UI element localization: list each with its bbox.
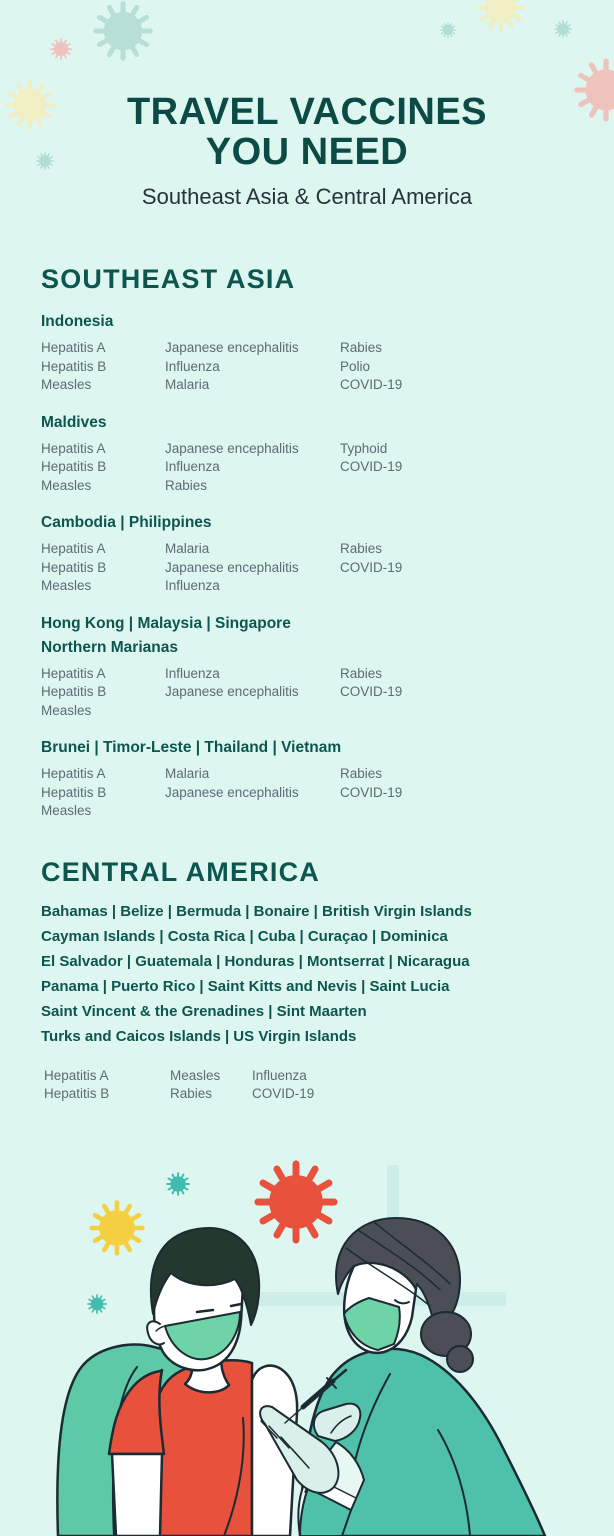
vaccine-item: Polio	[340, 358, 371, 374]
country-group	[41, 899, 584, 1104]
vaccine-item: Measles	[41, 377, 92, 392]
vaccine-columns	[41, 665, 584, 721]
vaccination-illustration	[0, 1116, 614, 1536]
vaccine-column	[165, 540, 340, 596]
vaccine-item: Hepatitis A	[41, 766, 106, 781]
vaccine-item: Hepatitis A	[41, 340, 106, 355]
vaccine-column	[340, 540, 402, 596]
country-line: Bahamas | Belize | Bermuda | Bonaire | British Virgin Islands	[41, 902, 472, 920]
vaccine-item: Japanese encephalitis	[165, 559, 299, 575]
country-line: Brunei | Timor-Leste | Thailand | Vietnam	[41, 739, 342, 756]
vaccine-item: Influenza	[165, 665, 220, 681]
vaccine-item: Japanese encephalitis	[165, 340, 299, 355]
virus-icon-red	[258, 1164, 334, 1240]
vaccine-item: Hepatitis A	[41, 665, 106, 681]
vaccine-item: Japanese encephalitis	[165, 784, 299, 800]
vaccine-item: COVID-19	[340, 459, 403, 474]
group-countries	[41, 899, 584, 1049]
vaccine-item: Typhoid	[340, 440, 388, 456]
vaccine-item: Malaria	[165, 377, 210, 392]
vaccine-item: Hepatitis B	[41, 784, 107, 800]
vaccine-item: Measles	[41, 477, 92, 493]
group-countries	[41, 411, 584, 435]
vaccine-item: Influenza	[252, 1067, 307, 1083]
virus-icon-teal-small	[167, 1173, 189, 1195]
nurse-bun-lower	[447, 1346, 473, 1372]
vaccine-item: Hepatitis A	[44, 1067, 109, 1083]
vaccine-columns	[41, 440, 584, 496]
vaccine-column	[252, 1067, 378, 1104]
vaccine-column	[44, 1067, 170, 1104]
country-line: Panama | Puerto Rico | Saint Kitts and Nevis | Saint Lucia	[41, 977, 450, 995]
vaccine-item: Rabies	[340, 541, 383, 556]
vaccine-item: Hepatitis B	[41, 459, 107, 474]
vaccine-item: Measles	[41, 578, 92, 593]
vaccine-item: Rabies	[340, 665, 383, 681]
vaccine-column	[340, 665, 402, 721]
vaccine-column	[340, 440, 402, 496]
vaccine-item: Hepatitis B	[41, 684, 107, 699]
vaccine-column	[165, 665, 340, 721]
title-line-2: YOU NEED	[205, 131, 409, 173]
country-line: Hong Kong | Malaysia | Singapore	[41, 614, 291, 632]
section-southeast-asia	[41, 264, 584, 821]
vaccine-item: Rabies	[165, 477, 208, 493]
vaccine-column	[340, 765, 402, 821]
vaccine-columns	[41, 339, 584, 395]
vaccine-item: Influenza	[165, 459, 220, 474]
country-group	[41, 612, 584, 721]
vaccine-columns	[41, 765, 584, 821]
vaccine-column	[41, 540, 165, 596]
page-subtitle: Southeast Asia & Central America	[141, 184, 473, 209]
vaccine-item: Hepatitis B	[41, 559, 107, 575]
vaccine-item: Japanese encephalitis	[165, 440, 299, 456]
vaccine-column	[41, 440, 165, 496]
vaccine-item: COVID-19	[340, 377, 403, 392]
vaccine-item: Japanese encephalitis	[165, 684, 299, 699]
vaccine-item: Measles	[41, 803, 92, 818]
vaccine-columns	[41, 540, 584, 596]
country-line: Northern Marianas	[41, 638, 178, 656]
vaccine-column	[170, 1067, 252, 1104]
group-countries	[41, 612, 584, 660]
vaccine-item: COVID-19	[340, 684, 403, 699]
nurse-mask	[344, 1298, 400, 1350]
section-central-america	[41, 857, 584, 1104]
vaccine-item: Hepatitis B	[44, 1086, 110, 1101]
virus-icon-yellow	[92, 1203, 143, 1254]
vaccine-item: Rabies	[340, 766, 383, 781]
country-group	[41, 736, 584, 821]
vaccine-item: Measles	[170, 1067, 221, 1083]
country-line: Turks and Caicos Islands | US Virgin Islands	[41, 1027, 357, 1045]
vaccine-item: COVID-19	[340, 784, 403, 800]
poster-header	[0, 0, 614, 210]
country-group	[41, 511, 584, 596]
vaccine-item: COVID-19	[252, 1086, 315, 1101]
section-heading: SOUTHEAST ASIA	[41, 264, 296, 294]
section-heading: CENTRAL AMERICA	[41, 856, 320, 887]
country-line: Saint Vincent & the Grenadines | Sint Maarten	[41, 1002, 367, 1020]
vaccine-item: Influenza	[165, 358, 220, 374]
vaccine-item: Measles	[41, 702, 92, 718]
vaccine-column	[165, 440, 340, 496]
vaccine-column	[165, 765, 340, 821]
group-countries	[41, 511, 584, 535]
title-line-1: TRAVEL VACCINES	[126, 91, 488, 133]
vaccine-item: Hepatitis A	[41, 440, 106, 456]
vaccine-item: Hepatitis B	[41, 358, 107, 374]
vaccine-item: Rabies	[170, 1086, 213, 1101]
group-countries	[41, 310, 584, 334]
vaccine-item: Malaria	[165, 766, 210, 781]
country-line: Cambodia | Philippines	[41, 514, 212, 531]
country-group	[41, 411, 584, 496]
vaccine-lists	[0, 264, 614, 1104]
country-group	[41, 310, 584, 395]
group-countries	[41, 736, 584, 760]
vaccine-column	[41, 765, 165, 821]
vaccine-item: COVID-19	[340, 559, 403, 575]
vaccine-item: Rabies	[340, 340, 383, 355]
patient-forearm	[112, 1454, 162, 1536]
vaccine-item: Influenza	[165, 578, 220, 593]
virus-icon-teal-small-2	[88, 1295, 106, 1313]
country-line: Cayman Islands | Costa Rica | Cuba | Curaçao | Dominica	[41, 927, 448, 945]
vaccine-column	[165, 339, 340, 395]
vaccine-column	[340, 339, 402, 395]
country-line: Indonesia	[41, 313, 114, 330]
vaccine-column	[41, 665, 165, 721]
vaccine-columns	[41, 1067, 584, 1104]
vaccine-column	[41, 339, 165, 395]
page-title	[0, 92, 614, 172]
country-line: El Salvador | Guatemala | Honduras | Montserrat | Nicaragua	[41, 952, 470, 970]
country-line: Maldives	[41, 413, 107, 431]
vaccine-item: Hepatitis A	[41, 541, 106, 556]
vaccine-item: Malaria	[165, 541, 210, 556]
